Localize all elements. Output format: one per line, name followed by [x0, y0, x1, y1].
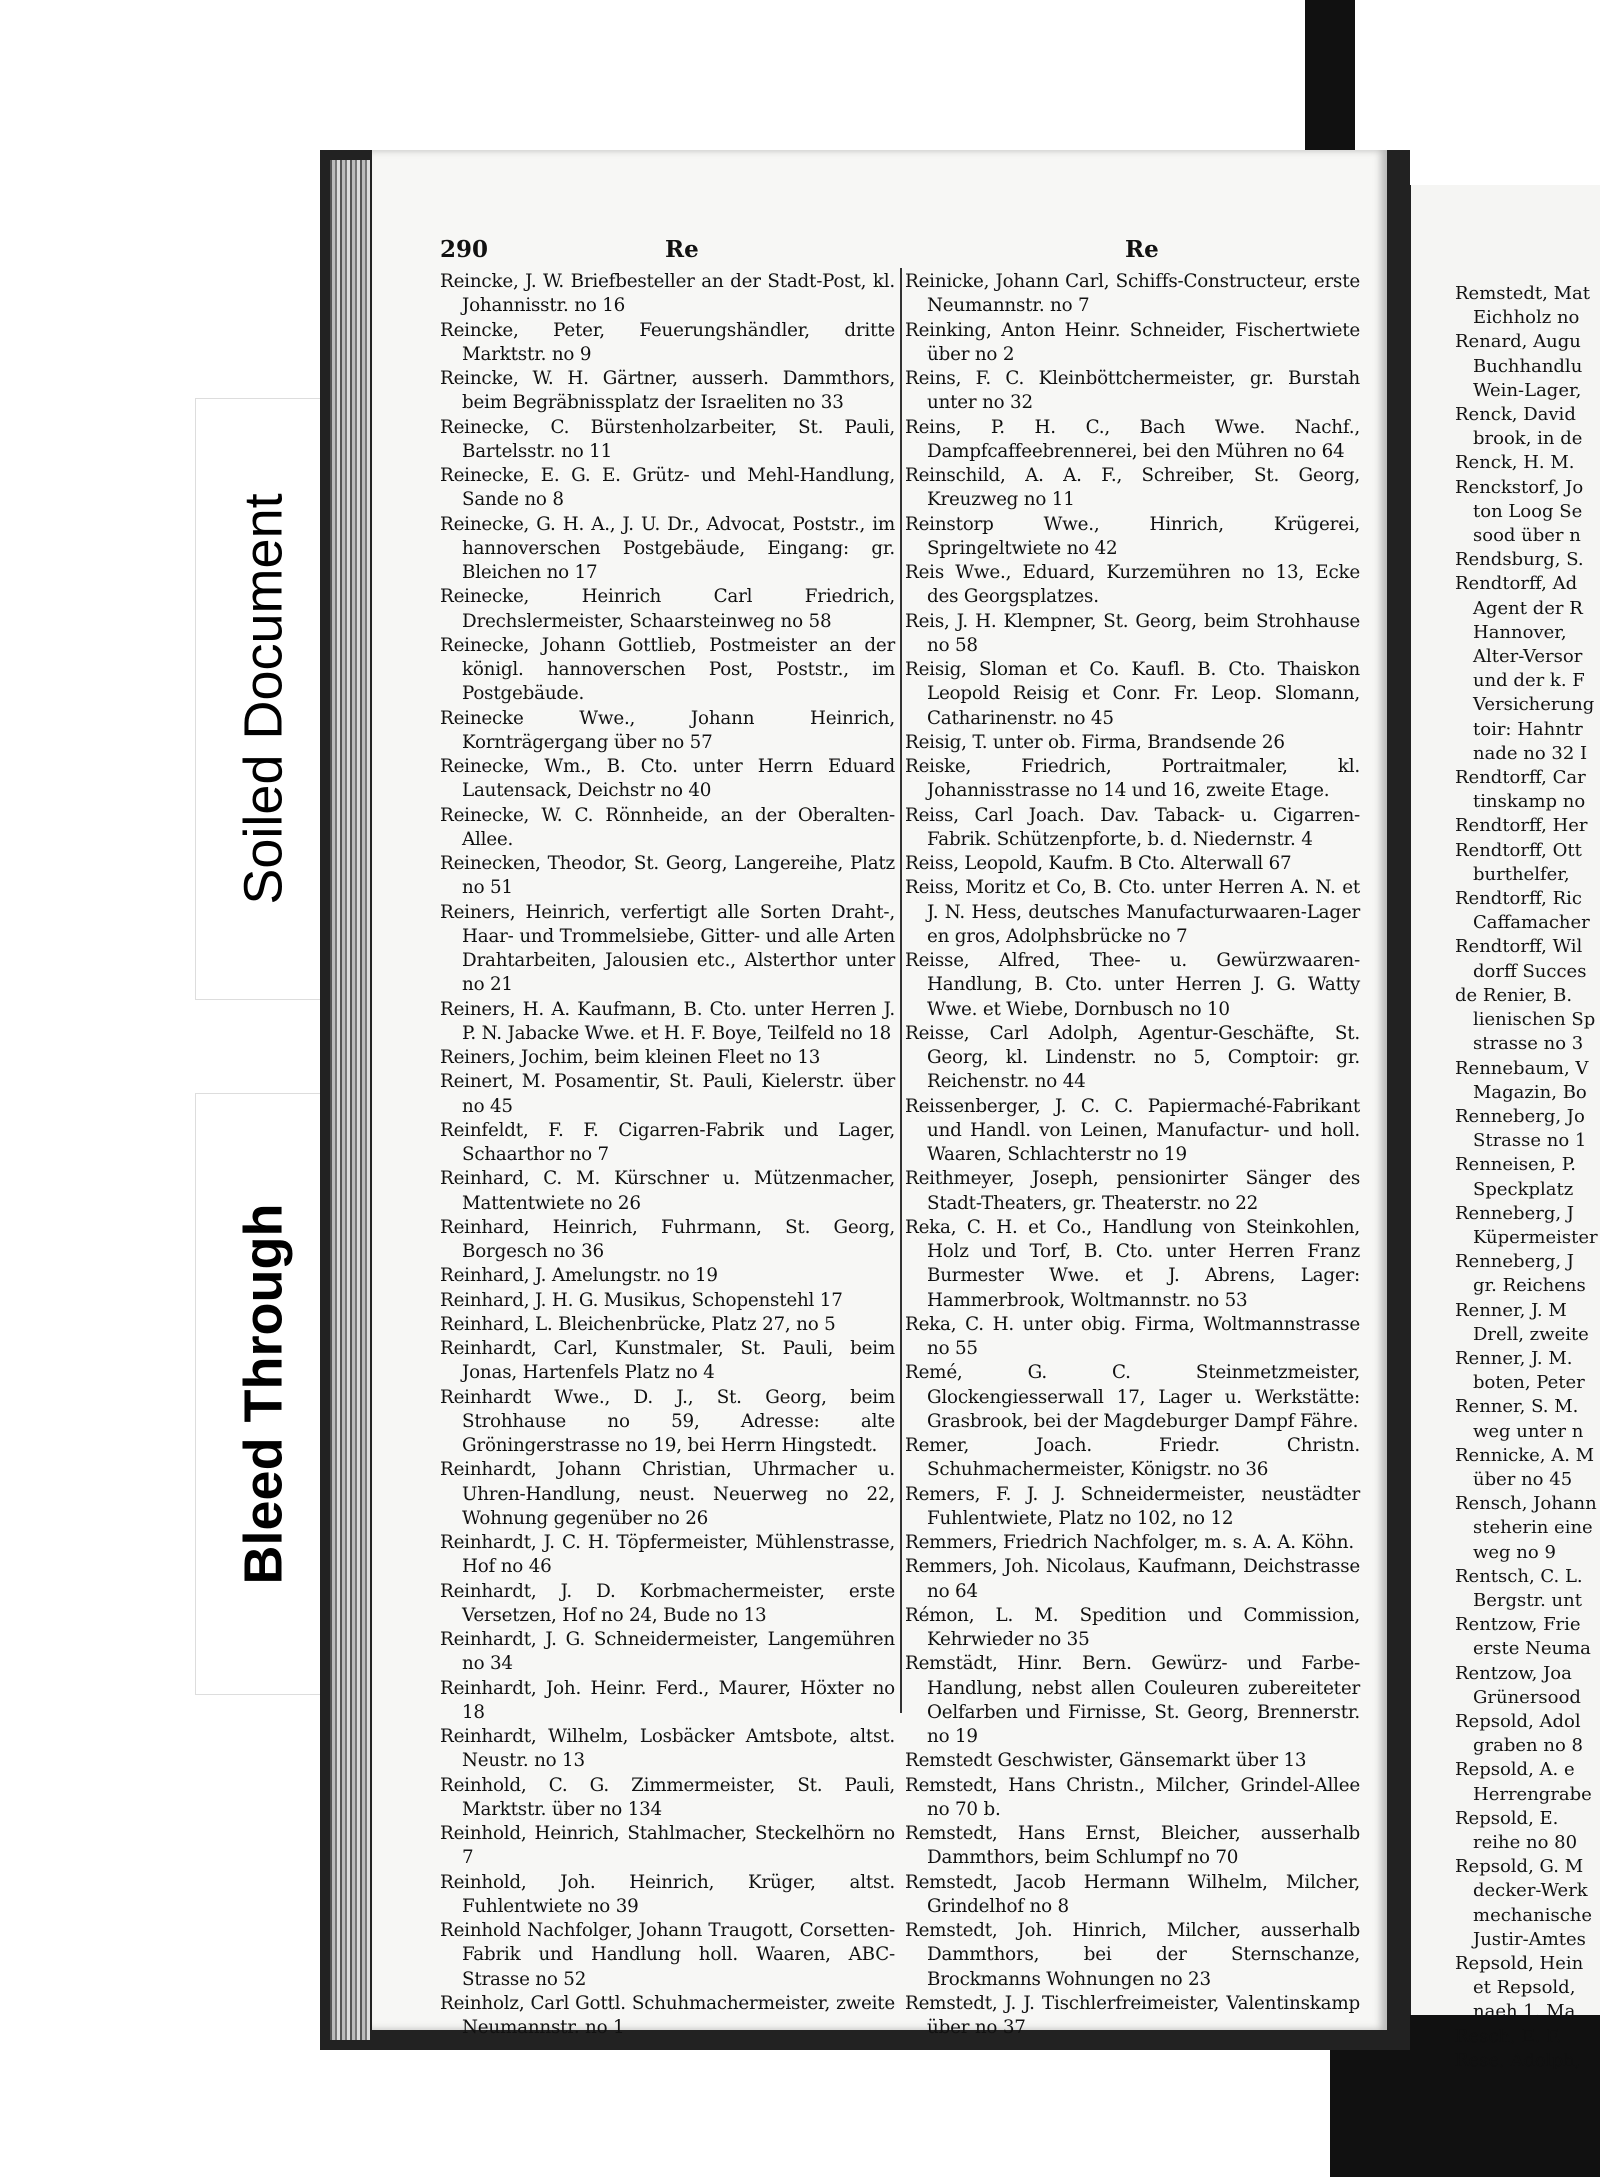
facing-page-line: Renner, S. M.	[1455, 1396, 1579, 1418]
facing-page-line: Rentsch, C. L.	[1455, 1565, 1583, 1587]
facing-page-line: Rentzow, Joa	[1455, 1662, 1572, 1684]
directory-entry: Reinhard, J. H. G. Musikus, Schopenstehl 17	[440, 1289, 843, 1311]
directory-entry: Reinhold, Heinrich, Stahlmacher, Steckelhörn no 7	[440, 1823, 895, 1869]
directory-entry: Reka, C. H. unter obig. Firma, Woltmannstrasse no 55	[905, 1313, 1360, 1359]
facing-page-line: toir: Hahntr	[1473, 718, 1583, 740]
directory-entry: Remstädt, Hinr. Bern. Gewürz- und Farbe-Handlung, nebst allen Couleuren zubereiteter Oelfarben und Firnisse, St. Georg, Brennerstr. no 19	[905, 1653, 1360, 1747]
directory-entry: Reinhold, Joh. Heinrich, Krüger, altst. Fuhlentwiete no 39	[440, 1871, 895, 1917]
facing-page-line: Renckstorf, Jo	[1455, 476, 1584, 498]
facing-page-line: Renneberg, Jo	[1455, 1105, 1585, 1127]
directory-entry: Remstedt, Hans Christn., Milcher, Grindel-Allee no 70 b.	[905, 1774, 1360, 1820]
facing-page-line: Renner, J. M.	[1455, 1347, 1573, 1369]
facing-page-line: gr. Reichens	[1473, 1275, 1586, 1297]
directory-entry: Reinhardt, Wilhelm, Losbäcker Amtsbote, altst. Neustr. no 13	[440, 1726, 895, 1772]
directory-entry: Reinhardt, Carl, Kunstmaler, St. Pauli, beim Jonas, Hartenfels Platz no 4	[440, 1338, 895, 1384]
facing-page-line: decker-Werk	[1473, 1880, 1588, 1902]
directory-entry: Reis, J. H. Klempner, St. Georg, beim Strohhause no 58	[905, 610, 1360, 656]
page-edges	[330, 160, 370, 2040]
directory-entry: Rémon, L. M. Spedition und Commission, Kehrwieder no 35	[905, 1604, 1360, 1650]
directory-entry: Remstedt, J. J. Tischlerfreimeister, Valentinskamp über no 37	[905, 1992, 1360, 2038]
facing-page-line: Rese, Adolph,	[1455, 2049, 1581, 2071]
facing-page-line: Rensch, Johann	[1455, 1493, 1597, 1515]
facing-page-line: graben no 8	[1473, 1735, 1583, 1757]
directory-entry: Remmers, Joh. Nicolaus, Kaufmann, Deichstrasse no 64	[905, 1556, 1360, 1602]
directory-entry: Reinhardt, J. C. H. Töpfermeister, Mühlenstrasse, Hof no 46	[440, 1532, 895, 1578]
facing-page-line: Renneberg, J	[1455, 1251, 1575, 1273]
facing-page-line: et Repsold,	[1473, 1977, 1576, 1999]
facing-page-line: mechanische	[1473, 1904, 1593, 1926]
directory-column-right	[905, 270, 1360, 2040]
directory-entry: Remstedt Geschwister, Gänsemarkt über 13	[905, 1750, 1307, 1772]
directory-entry: Reinecke Wwe., Johann Heinrich, Kornträgergang über no 57	[440, 707, 895, 753]
directory-entry: Reiss, Leopold, Kaufm. B Cto. Alterwall 67	[905, 853, 1292, 874]
facing-page-line: Renck, David	[1455, 404, 1576, 426]
directory-entry: Reincke, J. W. Briefbesteller an der Stadt-Post, kl. Johannisstr. no 16	[440, 271, 895, 317]
facing-page-line: Drell, zweite	[1473, 1323, 1589, 1345]
directory-entry: Reinhold, C. G. Zimmermeister, St. Pauli, Marktstr. über no 134	[440, 1774, 895, 1820]
facing-page-line: lienischen Sp	[1473, 1009, 1596, 1031]
facing-page-line: ton Loog Se	[1473, 500, 1583, 522]
directory-entry: Reinicke, Johann Carl, Schiffs-Constructeur, erste Neumannstr. no 7	[905, 271, 1360, 317]
facing-page-line: weg no 9	[1473, 1541, 1556, 1563]
directory-entry: Reka, C. H. et Co., Handlung von Steinkohlen, Holz und Torf, B. Cto. unter Herren Franz Burmester Wwe. et J. Abrens, Lager: Hammerbrook, Woltmannstr. no 53	[905, 1216, 1360, 1311]
facing-page-line: Rendtorff, Her	[1455, 815, 1588, 837]
header-left-guide: Re	[665, 236, 699, 263]
directory-entry: Reisig, T. unter ob. Firma, Brandsende 26	[905, 731, 1285, 753]
directory-entry: Reins, F. C. Kleinböttchermeister, gr. Burstah unter no 32	[905, 368, 1360, 414]
directory-entry: Reinhard, Heinrich, Fuhrmann, St. Georg, Borgesch no 36	[440, 1216, 895, 1262]
directory-entry: Reinhardt, J. G. Schneidermeister, Langemühren no 34	[440, 1629, 895, 1675]
facing-page-line: tinskamp no	[1473, 791, 1586, 813]
facing-page-line: Rendtorff, Ott	[1455, 839, 1582, 861]
facing-page-line: Renck, H. M.	[1455, 452, 1575, 474]
directory-entry: Reinhard, C. M. Kürschner u. Mützenmacher, Mattentwiete no 26	[440, 1168, 895, 1214]
facing-page-line: Rendtorff, Ad	[1455, 573, 1578, 595]
facing-page-line: Remstedt, Mat	[1455, 283, 1590, 304]
facing-page-line: naeh 1. Ma	[1473, 2001, 1576, 2023]
directory-entry: Reinecke, C. Bürstenholzarbeiter, St. Pauli, Bartelsstr. no 11	[440, 416, 895, 462]
directory-entry: Reinhardt Wwe., D. J., St. Georg, beim Strohhause no 59, Adresse: alte Gröningerstrasse no 19, bei Herrn Hingstedt.	[440, 1386, 895, 1456]
facing-page-line: Magazin, Bo	[1473, 1081, 1587, 1103]
directory-entry: Reinecke, Johann Gottlieb, Postmeister an der königl. hannoverschen Post, Poststr., im Postgebäude.	[440, 634, 895, 705]
facing-page-line: Wein-Lager,	[1473, 379, 1582, 401]
directory-entry: Reinecke, Heinrich Carl Friedrich, Drechslermeister, Schaarsteinweg no 58	[440, 586, 895, 632]
facing-page-line: Strasse no 1	[1473, 1130, 1587, 1152]
facing-page-line: Repsold, A. e	[1455, 1759, 1575, 1781]
facing-page-line: Versicherung	[1473, 694, 1595, 716]
directory-entry: Reis Wwe., Eduard, Kurzemühren no 13, Ecke des Georgsplatzes.	[905, 562, 1360, 608]
facing-page-line: Küpermeister	[1473, 1226, 1598, 1248]
directory-entry: Reinking, Anton Heinr. Schneider, Fischertwiete über no 2	[905, 319, 1360, 365]
facing-page-line: Herrengrabe	[1473, 1783, 1592, 1805]
facing-page-line: Repsold, Adol	[1455, 1710, 1581, 1732]
directory-column-left	[440, 270, 895, 2040]
directory-entry: Reisig, Sloman et Co. Kaufl. B. Cto. Thaiskon Leopold Reisig et Conr. Fr. Leop. Slomann, Catharinenstr. no 45	[905, 659, 1360, 729]
facing-page-line: weg unter n	[1473, 1420, 1584, 1442]
facing-page-line: Rendtorff, Wil	[1455, 936, 1583, 958]
facing-page-line: boten, Peter	[1473, 1372, 1585, 1394]
directory-entry: Reiners, Heinrich, verfertigt alle Sorten Draht-, Haar- und Trommelsiebe, Gitter- und alle Arten Drahtarbeiten, Jalousien etc., Alsterthor unter no 21	[440, 901, 895, 996]
facing-page-line: Resch, E. F.	[1455, 2025, 1562, 2047]
directory-entry: Reinecke, Wm., B. Cto. unter Herrn Eduard Lautensack, Deichstr no 40	[440, 756, 895, 802]
directory-entry: Reinholz, Carl Gottl. Schuhmachermeister, zweite Neumannstr. no 1	[440, 1992, 895, 2038]
directory-entry: Remé, G. C. Steinmetzmeister, Glockengiesserwall 17, Lager u. Werkstätte: Grasbrook, bei der Magdeburger Dampf Fähre.	[905, 1362, 1360, 1432]
directory-entry: Reinhard, J. Amelungstr. no 19	[440, 1265, 718, 1287]
facing-page-line: dorff Succes	[1473, 960, 1587, 982]
facing-page-line: Repsold, E.	[1455, 1807, 1559, 1829]
page-header	[440, 236, 1360, 266]
bleed-through-label	[195, 1093, 332, 1695]
directory-entry: Reinhardt, J. D. Korbmachermeister, erste Versetzen, Hof no 24, Bude no 13	[440, 1580, 895, 1626]
directory-entry: Reinecke, W. C. Rönnheide, an der Oberalten-Allee.	[440, 804, 895, 850]
facing-page-line: Rennebaum, V	[1455, 1057, 1589, 1079]
facing-page-line: Rendtorff, Car	[1455, 767, 1586, 789]
directory-entry: Reiske, Friedrich, Portraitmaler, kl. Johannisstrasse no 14 und 16, zweite Etage.	[905, 756, 1360, 802]
facing-page-line: über no 45	[1473, 1468, 1573, 1490]
directory-entry: Reinecke, E. G. E. Grütz- und Mehl-Handlung, Sande no 8	[440, 465, 895, 511]
facing-page-line: Bergstr. unt	[1473, 1589, 1582, 1611]
directory-entry: Reiss, Moritz et Co, B. Cto. unter Herren A. N. et J. N. Hess, deutsches Manufacturwaaren-Lager en gros, Adolphsbrücke no 7	[905, 877, 1360, 947]
facing-page-line: reihe no 80	[1473, 1832, 1578, 1853]
facing-page-line: und der k. F	[1473, 670, 1585, 692]
directory-entry: Remer, Joach. Friedr. Christn. Schuhmachermeister, Königstr. no 36	[905, 1435, 1360, 1481]
facing-page-line: Justir-Amtes	[1473, 1928, 1586, 1950]
directory-entry: Reinfeldt, F. F. Cigarren-Fabrik und Lager, Schaarthor no 7	[440, 1119, 895, 1165]
directory-entry: Reissenberger, J. C. C. Papiermaché-Fabrikant und Handl. von Leinen, Manufactur- und holl. Waaren, Schlachterstr no 19	[905, 1095, 1360, 1165]
directory-entry: Reinecke, G. H. A., J. U. Dr., Advocat, Poststr., im hannoverschen Postgebäude, Eingang: gr. Bleichen no 17	[440, 513, 895, 583]
facing-page-line: Rennicke, A. M	[1455, 1444, 1595, 1466]
facing-page-line: Alter-Versor	[1473, 646, 1583, 668]
directory-entry: Reinhardt, Joh. Heinr. Ferd., Maurer, Höxter no 18	[440, 1677, 895, 1723]
facing-page-line: steherin eine	[1473, 1517, 1593, 1539]
facing-page-line: burthelfer,	[1473, 863, 1570, 885]
bleed-through-text: Bleed Through	[233, 1203, 294, 1585]
directory-entry: Reisse, Alfred, Thee- u. Gewürzwaaren-Handlung, B. Cto. unter Herren J. G. Watty Wwe. et Wiebe, Dornbusch no 10	[905, 950, 1360, 1020]
directory-entry: Reiners, Jochim, beim kleinen Fleet no 13	[440, 1047, 821, 1068]
column-divider	[900, 268, 902, 1713]
facing-page-line: sood über n	[1473, 525, 1581, 547]
directory-entry: Remstedt, Hans Ernst, Bleicher, ausserhalb Dammthors, beim Schlumpf no 70	[905, 1823, 1360, 1869]
facing-page-line: Buchhandlu	[1473, 355, 1583, 377]
directory-entry: Reincke, Peter, Feuerungshändler, dritte Marktstr. no 9	[440, 319, 895, 365]
directory-entry: Reinschild, A. A. F., Schreiber, St. Georg, Kreuzweg no 11	[905, 465, 1360, 511]
facing-page-line: strasse no 3	[1473, 1033, 1584, 1055]
facing-page-line: Agent der R	[1473, 597, 1583, 619]
facing-page-line: Speckplatz	[1473, 1178, 1574, 1200]
directory-entry: Reincke, W. H. Gärtner, ausserh. Dammthors, beim Begräbnissplatz der Israeliten no 33	[440, 368, 895, 414]
directory-entry: Reinstorp Wwe., Hinrich, Krügerei, Springeltwiete no 42	[905, 513, 1360, 559]
facing-page-line: Hannover,	[1473, 621, 1567, 643]
directory-entry: Remstedt, Joh. Hinrich, Milcher, ausserhalb Dammthors, bei der Sternschanze, Brockmanns Wohnungen no 23	[905, 1920, 1360, 1990]
header-right-guide: Re	[1125, 236, 1159, 263]
directory-entry: Reinert, M. Posamentir, St. Pauli, Kielerstr. über no 45	[440, 1071, 895, 1117]
facing-page-line: Renner, J. M	[1455, 1299, 1567, 1321]
scan-border-top	[1305, 0, 1355, 150]
facing-page-line: Repsold, Hein	[1455, 1953, 1584, 1975]
facing-page-line: de Renier, B.	[1455, 984, 1573, 1006]
facing-page-line: nade no 32 I	[1473, 742, 1588, 764]
facing-page-line: Renard, Augu	[1455, 331, 1581, 353]
directory-entry: Remstedt, Jacob Hermann Wilhelm, Milcher, Grindelhof no 8	[905, 1871, 1360, 1917]
directory-entry: Reithmeyer, Joseph, pensionirter Sänger des Stadt-Theaters, gr. Theaterstr. no 22	[905, 1168, 1360, 1214]
facing-page-line: Grünersood	[1473, 1686, 1581, 1708]
page-number: 290	[440, 236, 489, 263]
facing-page-line: Rendtorff, Ric	[1455, 888, 1582, 910]
directory-entry: Reinhold Nachfolger, Johann Traugott, Corsetten-Fabrik und Handlung holl. Waaren, ABC-Strasse no 52	[440, 1920, 895, 1990]
directory-entry: Reinhardt, Johann Christian, Uhrmacher u. Uhren-Handlung, neust. Neuerweg no 22, Wohnung gegenüber no 26	[440, 1459, 895, 1529]
soiled-document-label	[195, 398, 332, 1000]
directory-entry: Remmers, Friedrich Nachfolger, m. s. A. A. Köhn.	[905, 1532, 1354, 1553]
directory-entry: Reiners, H. A. Kaufmann, B. Cto. unter Herren J. P. N. Jabacke Wwe. et H. F. Boye, Teilfeld no 18	[440, 998, 895, 1044]
facing-page-line: erste Neuma	[1473, 1638, 1591, 1660]
facing-page-line: Rendsburg, S.	[1455, 549, 1584, 571]
facing-page-line: Eichholz no	[1473, 307, 1580, 329]
directory-entry: Reisse, Carl Adolph, Agentur-Geschäfte, St. Georg, kl. Lindenstr. no 5, Comptoir: gr. Reichenstr. no 44	[905, 1022, 1360, 1093]
facing-page-line: brook, in de	[1473, 428, 1583, 450]
facing-page-line: Caffamacher	[1473, 912, 1590, 934]
directory-entry: Reinecken, Theodor, St. Georg, Langereihe, Platz no 51	[440, 853, 895, 899]
directory-entry: Reiss, Carl Joach. Dav. Taback- u. Cigarren-Fabrik. Schützenpforte, b. d. Niedernstr. 4	[905, 804, 1360, 850]
directory-entry: Reinhard, L. Bleichenbrücke, Platz 27, no 5	[440, 1313, 836, 1335]
directory-entry: Remers, F. J. J. Schneidermeister, neustädter Fuhlentwiete, Platz no 102, no 12	[905, 1483, 1360, 1529]
facing-page-line: Renneberg, J	[1455, 1202, 1575, 1224]
directory-entry: Reins, P. H. C., Bach Wwe. Nachf., Dampfcaffeebrennerei, bei den Mühren no 64	[905, 416, 1360, 462]
soiled-document-text: Soiled Document	[233, 493, 294, 905]
facing-page-line: Renneisen, P.	[1455, 1154, 1576, 1176]
facing-page-line: Rentzow, Frie	[1455, 1614, 1581, 1636]
facing-page-column	[1455, 282, 1600, 2073]
facing-page-line: Repsold, G. M	[1455, 1856, 1584, 1878]
